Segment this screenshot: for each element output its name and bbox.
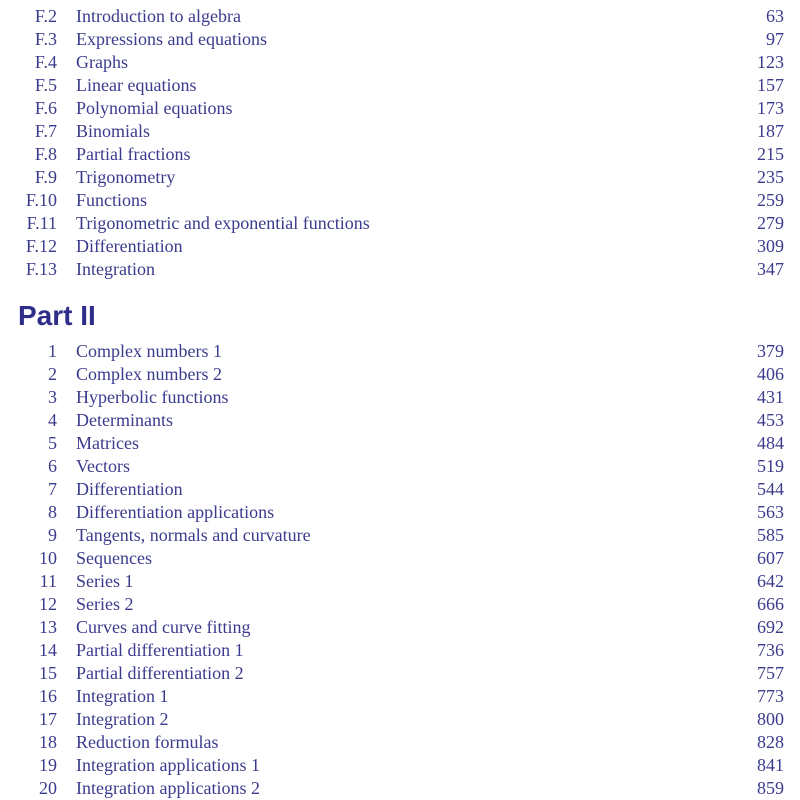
chapter-number: F.2 [34, 6, 57, 26]
chapter-title: Differentiation [76, 236, 183, 256]
chapter-number: 14 [39, 640, 57, 660]
chapter-number: F.6 [34, 98, 57, 118]
page-number: 279 [757, 213, 784, 233]
page-number: 453 [757, 410, 784, 430]
page-number: 406 [757, 364, 784, 384]
chapter-number: 4 [48, 410, 57, 430]
chapter-title: Trigonometry [76, 167, 176, 187]
chapter-title: Partial differentiation 1 [76, 640, 244, 660]
toc-entry[interactable] [0, 547, 800, 570]
toc-entry[interactable] [0, 189, 800, 212]
chapter-title: Binomials [76, 121, 151, 141]
chapter-title: Hyperbolic functions [76, 387, 229, 407]
chapter-number: 19 [39, 755, 57, 775]
page-number: 173 [757, 98, 784, 118]
chapter-number: 18 [39, 732, 57, 752]
toc-entry[interactable] [0, 51, 800, 74]
toc-entry[interactable] [0, 363, 800, 386]
chapter-title: Partial fractions [76, 144, 191, 164]
chapter-title: Expressions and equations [76, 29, 267, 49]
part-ii-heading: Part II [18, 300, 96, 331]
toc-entry[interactable] [0, 708, 800, 731]
toc-entry[interactable] [0, 616, 800, 639]
toc-entry[interactable] [0, 593, 800, 616]
chapter-title: Sequences [76, 548, 152, 568]
toc-entry[interactable] [0, 685, 800, 708]
page-number: 859 [757, 778, 784, 798]
chapter-number: 3 [48, 387, 57, 407]
page-number: 800 [757, 709, 784, 729]
part-ii-entry-list [0, 340, 800, 800]
chapter-title: Reduction formulas [76, 732, 219, 752]
chapter-number: 5 [48, 433, 57, 453]
page-number: 157 [757, 75, 784, 95]
page-number: 692 [757, 617, 784, 637]
chapter-title: Complex numbers 2 [76, 364, 222, 384]
chapter-number: F.4 [34, 52, 57, 72]
page-number: 736 [757, 640, 784, 660]
page-number: 187 [757, 121, 784, 141]
chapter-number: F.5 [34, 75, 57, 95]
page-number: 431 [757, 387, 784, 407]
toc-entry[interactable] [0, 120, 800, 143]
toc-entry[interactable] [0, 143, 800, 166]
toc-entry[interactable] [0, 258, 800, 281]
chapter-title: Tangents, normals and curvature [76, 525, 311, 545]
page-number: 607 [757, 548, 784, 568]
chapter-title: Functions [76, 190, 148, 210]
part-i-entry-list [0, 5, 800, 281]
page-number: 215 [757, 144, 784, 164]
chapter-title: Polynomial equations [76, 98, 233, 118]
chapter-number: F.8 [34, 144, 57, 164]
toc-entry[interactable] [0, 235, 800, 258]
page-number: 235 [757, 167, 784, 187]
chapter-title: Complex numbers 1 [76, 341, 222, 361]
chapter-number: 6 [48, 456, 57, 476]
chapter-number: F.9 [34, 167, 57, 187]
chapter-title: Partial differentiation 2 [76, 663, 244, 683]
toc-entry[interactable] [0, 639, 800, 662]
chapter-number: F.10 [25, 190, 57, 210]
toc-entry[interactable] [0, 455, 800, 478]
chapter-title: Curves and curve fitting [76, 617, 251, 637]
chapter-title: Integration applications 2 [76, 778, 260, 798]
chapter-title: Introduction to algebra [76, 6, 241, 26]
chapter-title: Graphs [76, 52, 128, 72]
chapter-number: 2 [48, 364, 57, 384]
chapter-title: Matrices [76, 433, 139, 453]
page-number: 347 [757, 259, 784, 279]
chapter-title: Integration 1 [76, 686, 169, 706]
chapter-title: Differentiation applications [76, 502, 275, 522]
chapter-number: 1 [48, 341, 57, 361]
page-number: 309 [757, 236, 784, 256]
page-number: 97 [766, 29, 784, 49]
chapter-number: 17 [39, 709, 57, 729]
toc-entry[interactable] [0, 386, 800, 409]
toc-entry[interactable] [0, 212, 800, 235]
chapter-number: 11 [39, 571, 57, 591]
page-number: 519 [757, 456, 784, 476]
page-number: 259 [757, 190, 784, 210]
chapter-number: 12 [39, 594, 57, 614]
toc-entry[interactable] [0, 777, 800, 800]
chapter-title: Series 2 [76, 594, 134, 614]
chapter-title: Differentiation [76, 479, 183, 499]
chapter-title: Linear equations [76, 75, 197, 95]
chapter-number: F.12 [25, 236, 57, 256]
page-number: 585 [757, 525, 784, 545]
chapter-number: 16 [39, 686, 57, 706]
page-number: 773 [757, 686, 784, 706]
toc-entry[interactable] [0, 478, 800, 501]
chapter-title: Integration 2 [76, 709, 169, 729]
page-number: 544 [757, 479, 784, 499]
toc-entry[interactable] [0, 340, 800, 363]
page-number: 828 [757, 732, 784, 752]
chapter-title: Series 1 [76, 571, 134, 591]
page-number: 841 [757, 755, 784, 775]
chapter-number: F.7 [34, 121, 57, 141]
toc-entry[interactable] [0, 731, 800, 754]
toc-entry[interactable] [0, 97, 800, 120]
page-number: 379 [757, 341, 784, 361]
chapter-number: F.11 [26, 213, 57, 233]
chapter-title: Trigonometric and exponential functions [76, 213, 370, 233]
page-number: 563 [757, 502, 784, 522]
chapter-number: 9 [48, 525, 57, 545]
page-number: 642 [757, 571, 784, 591]
chapter-number: 13 [39, 617, 57, 637]
chapter-number: F.13 [25, 259, 57, 279]
chapter-number: 10 [39, 548, 57, 568]
toc-entry[interactable] [0, 570, 800, 593]
page-number: 666 [757, 594, 784, 614]
toc-entry[interactable] [0, 166, 800, 189]
page-number: 123 [757, 52, 784, 72]
chapter-number: F.3 [34, 29, 57, 49]
chapter-number: 15 [39, 663, 57, 683]
chapter-title: Vectors [76, 456, 130, 476]
chapter-number: 8 [48, 502, 57, 522]
page-number: 757 [757, 663, 784, 683]
chapter-title: Integration applications 1 [76, 755, 260, 775]
page-number: 63 [766, 6, 784, 26]
toc-entry[interactable] [0, 662, 800, 685]
chapter-number: 7 [48, 479, 57, 499]
toc-entry[interactable] [0, 501, 800, 524]
toc-entry[interactable] [0, 754, 800, 777]
toc-entry[interactable] [0, 409, 800, 432]
toc-entry[interactable] [0, 74, 800, 97]
page-number: 484 [757, 433, 784, 453]
toc-entry[interactable] [0, 5, 800, 28]
toc-entry[interactable] [0, 524, 800, 547]
chapter-number: 20 [39, 778, 57, 798]
chapter-title: Determinants [76, 410, 173, 430]
chapter-title: Integration [76, 259, 155, 279]
toc-entry[interactable] [0, 432, 800, 455]
toc-entry[interactable] [0, 28, 800, 51]
